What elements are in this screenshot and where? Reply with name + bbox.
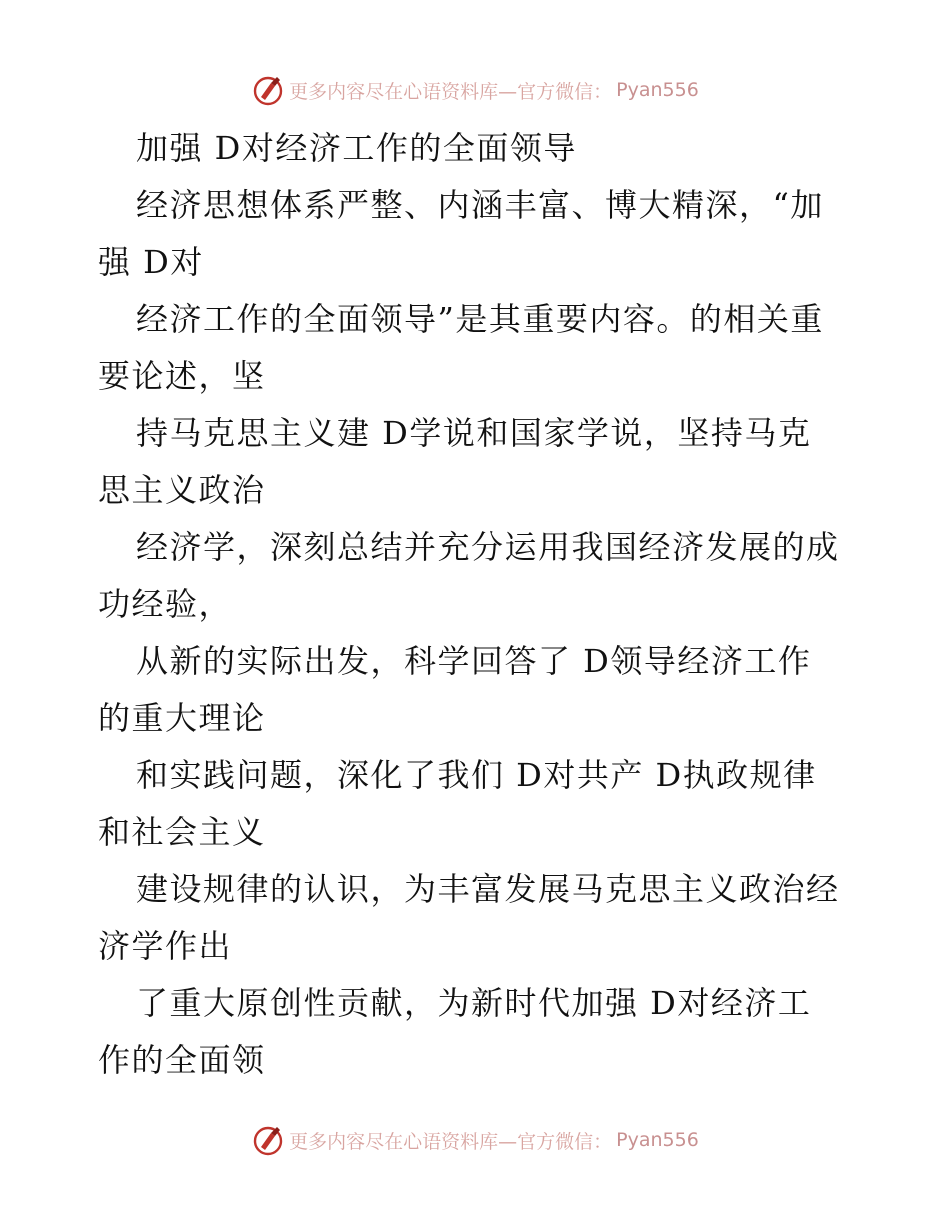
text-line: 加强 D对经济工作的全面领导: [136, 129, 577, 167]
text-line: 济学作出: [98, 927, 233, 965]
footer-banner-text: 更多内容尽在心语资料库—官方微信：: [289, 1130, 613, 1153]
text-line: 经济学，深刻总结并充分运用我国经济发展的成: [136, 528, 840, 566]
header-banner-id: Pyan556: [616, 79, 699, 101]
text-line: 强 D对: [98, 243, 204, 281]
text-line: 的重大理论: [98, 699, 266, 737]
footer-banner: [0, 1120, 950, 1160]
text-line: 功经验，: [98, 585, 233, 623]
text-line: 建设规律的认识，为丰富发展马克思主义政治经: [136, 870, 840, 908]
text-line: 持马克思主义建 D学说和国家学说，坚持马克: [136, 414, 812, 452]
header-banner-text: 更多内容尽在心语资料库—官方微信：: [289, 80, 613, 103]
text-line: 从新的实际出发，科学回答了 D领导经济工作: [136, 642, 812, 680]
footer-banner-id: Pyan556: [616, 1129, 699, 1151]
text-line: 和社会主义: [98, 813, 266, 851]
text-line: 作的全面领: [98, 1041, 266, 1079]
text-line: 思主义政治: [98, 471, 266, 509]
text-line: 了重大原创性贡献，为新时代加强 D对经济工: [136, 984, 812, 1022]
text-line: 经济思想体系严整、内涵丰富、博大精深，“加: [136, 186, 824, 224]
pen-logo-icon: [251, 73, 285, 107]
text-line: 和实践问题，深化了我们 D对共产 D执政规律: [136, 756, 817, 794]
text-line: 要论述，坚: [98, 357, 266, 395]
pen-logo-icon: [251, 1123, 285, 1157]
text-line: 经济工作的全面领导”是其重要内容。的相关重: [136, 300, 824, 338]
document-body: [98, 120, 868, 1089]
header-banner: [0, 70, 950, 110]
